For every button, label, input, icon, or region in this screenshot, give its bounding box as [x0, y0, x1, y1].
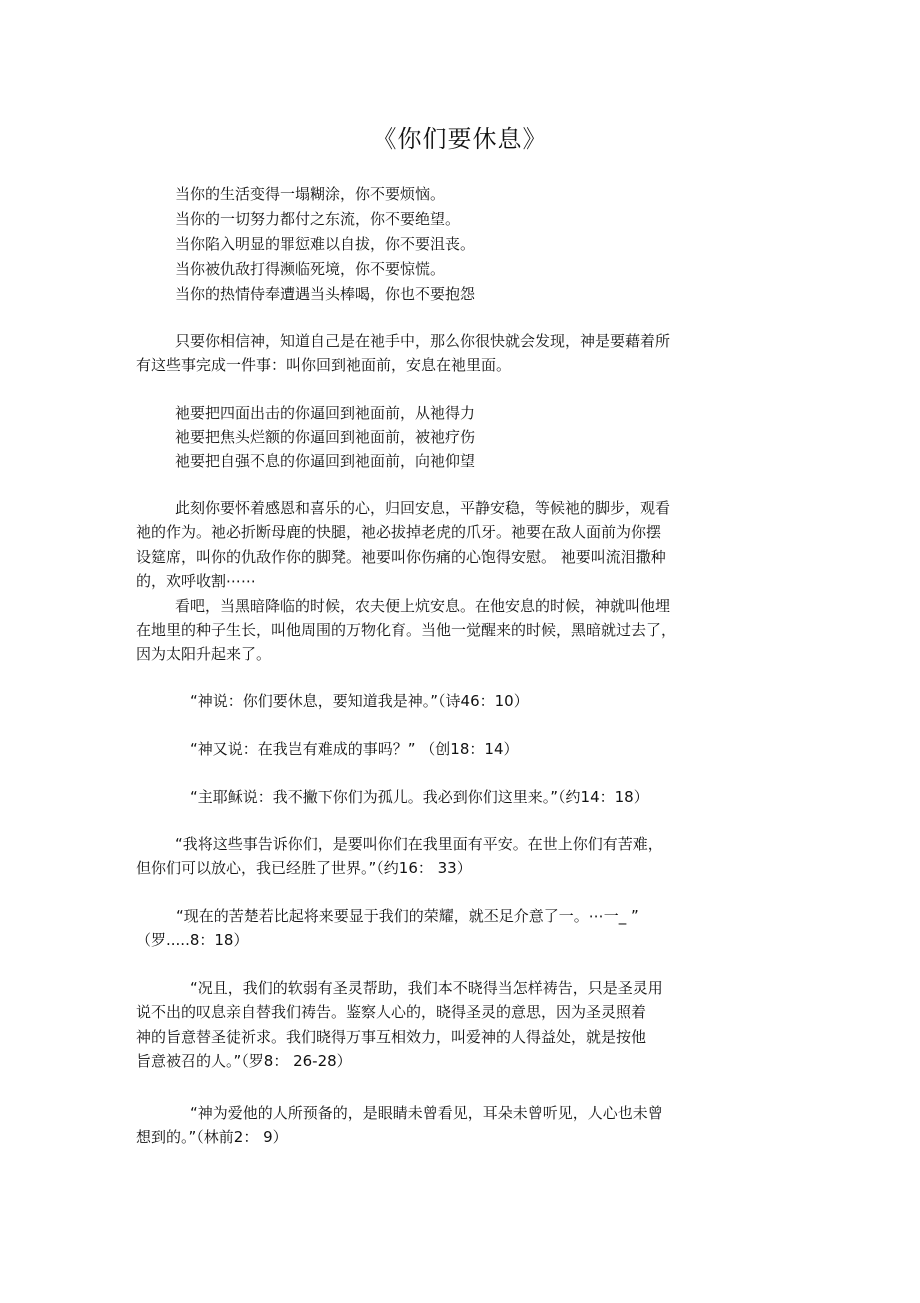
quote-romans-8-26-line-3: 神的旨意替圣徒祈求。我们晓得万事互相效力，叫爱神的人得益处，就是按他: [136, 1028, 647, 1046]
quote-romans-8-26-line-4: 旨意被召的人。”（罗8： 26-28）: [136, 1052, 352, 1070]
quote-1cor-2-line-1: “神为爱他的人所预备的，是眼睛未曾看见，耳朵未曾听见，人心也未曾: [190, 1104, 663, 1122]
quote-romans-8-18-line-1: “现在的苦楚若比起将来要显于我们的荣耀，就丕足介意了一。⋯一_ ”: [176, 907, 639, 925]
stanza1-line-5: 当你的热情侍奉遭遇当头棒喝，你也不要抱怨: [175, 285, 476, 303]
quote-psalm-46: “神说：你们要休息，要知道我是神。”（诗46：10）: [190, 692, 529, 710]
para1-line-2: 有这些事完成一件事：叫你回到祂面前，安息在祂里面。: [136, 356, 512, 374]
para2-line-4: 的，欢呼收割⋯⋯: [136, 572, 257, 590]
para3-line-2: 在地里的种子生长，叫他周围的万物化育。当他一觉醒来的时候，黑暗就过去了，: [136, 621, 677, 639]
stanza1-line-2: 当你的一切努力都付之东流，你不要绝望。: [175, 210, 461, 228]
stanza1-line-3: 当你陷入明显的罪愆难以自拔，你不要沮丧。: [175, 235, 476, 253]
para1-line-1: 只要你相信神，知道自己是在祂手中，那么你很快就会发现，神是要藉着所: [175, 332, 671, 350]
quote-romans-8-18-line-2: （罗.....8：18）: [136, 931, 249, 949]
quote-romans-8-26-line-1: “况且，我们的软弱有圣灵帮助，我们本不晓得当怎样祷告，只是圣灵用: [190, 979, 663, 997]
para3-line-3: 因为太阳升起来了。: [136, 645, 272, 663]
quote-john-14: “主耶稣说：我不撇下你们为孤儿。我必到你们这里来。”（约14：18）: [190, 788, 649, 806]
stanza1-line-1: 当你的生活变得一塌糊涂，你不要烦恼。: [175, 185, 446, 203]
quote-romans-8-26-line-2: 说不出的叹息亲自替我们祷告。鉴察人心的，晓得圣灵的意思，因为圣灵照着: [136, 1003, 647, 1021]
document-title: 《你们要休息》: [372, 125, 548, 153]
quote-john-16-line-1: “我将这些事告诉你们，是要叫你们在我里面有平安。在世上你们有苦难，: [175, 835, 663, 853]
para3-line-1: 看吧，当黑暗降临的时候，农夫便上炕安息。在他安息的时候，神就叫他埋: [175, 597, 671, 615]
quote-1cor-2-line-2: 想到的。”（林前2： 9）: [136, 1128, 288, 1146]
stanza1-line-4: 当你被仇敌打得濒临死境，你不要惊慌。: [175, 260, 446, 278]
quote-john-16-line-2: 但你们可以放心，我已经胜了世界。”（约16： 33）: [136, 859, 472, 877]
quote-genesis-18: “神又说：在我岂有难成的事吗？” （创18：14）: [190, 740, 519, 758]
para2-line-3: 设筵席，叫你的仇敌作你的脚凳。祂要叫你伤痛的心饱得安慰。 祂要叫流泪撒种: [136, 548, 666, 566]
stanza2-line-2: 祂要把焦头烂额的你逼回到祂面前，被祂疗伤: [175, 428, 476, 446]
stanza2-line-3: 祂要把自强不息的你逼回到祂面前，向祂仰望: [175, 452, 476, 470]
para2-line-2: 祂的作为。祂必折断母鹿的快腿，祂必拔掉老虎的爪牙。祂要在敌人面前为你摆: [136, 523, 662, 541]
stanza2-line-1: 祂要把四面出击的你逼回到祂面前，从祂得力: [175, 404, 476, 422]
para2-line-1: 此刻你要怀着感恩和喜乐的心，归回安息，平静安稳，等候祂的脚步，观看: [175, 499, 671, 517]
